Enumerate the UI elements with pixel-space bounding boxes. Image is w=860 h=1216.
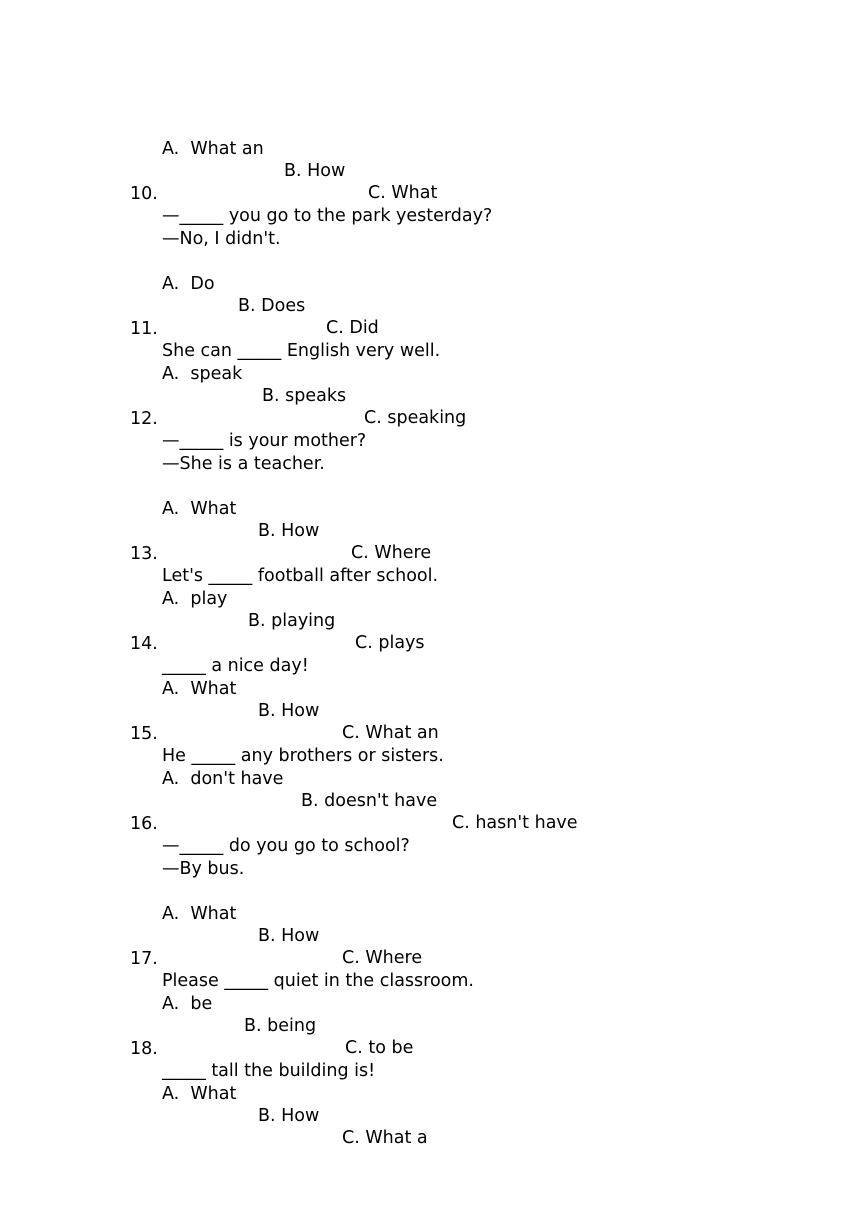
option-c: C. What an bbox=[342, 723, 439, 743]
question-number: 11. bbox=[130, 319, 158, 339]
question-text: —_____ is your mother? bbox=[162, 431, 367, 451]
option-a: A. What an bbox=[162, 139, 264, 159]
option-b: B. How bbox=[258, 701, 320, 721]
option-a: A. play bbox=[162, 589, 228, 609]
question-text: He _____ any brothers or sisters. bbox=[162, 746, 444, 766]
question-text: —_____ you go to the park yesterday? bbox=[162, 206, 493, 226]
option-b: B. How bbox=[258, 926, 320, 946]
option-a: A. What bbox=[162, 499, 237, 519]
option-a: A. What bbox=[162, 1084, 237, 1104]
option-b: B. How bbox=[258, 1106, 320, 1126]
option-a: A. be bbox=[162, 994, 213, 1014]
question-text: _____ a nice day! bbox=[162, 656, 309, 676]
option-c: C. Where bbox=[351, 543, 432, 563]
question-text: _____ tall the building is! bbox=[162, 1061, 376, 1081]
reply-text: —No, I didn't. bbox=[162, 229, 281, 249]
option-c: C. to be bbox=[345, 1038, 414, 1058]
reply-text: —She is a teacher. bbox=[162, 454, 325, 474]
question-number: 15. bbox=[130, 724, 158, 744]
question-number: 17. bbox=[130, 949, 158, 969]
option-b: B. Does bbox=[238, 296, 306, 316]
question-number: 18. bbox=[130, 1039, 158, 1059]
option-c: C. Did bbox=[326, 318, 379, 338]
option-b: B. doesn't have bbox=[301, 791, 438, 811]
question-text: She can _____ English very well. bbox=[162, 341, 441, 361]
option-b: B. being bbox=[244, 1016, 317, 1036]
option-c: C. speaking bbox=[364, 408, 467, 428]
option-c: C. plays bbox=[355, 633, 425, 653]
question-number: 10. bbox=[130, 184, 158, 204]
option-b: B. How bbox=[284, 161, 346, 181]
question-text: Let's _____ football after school. bbox=[162, 566, 439, 586]
option-c: C. Where bbox=[342, 948, 423, 968]
option-a: A. Do bbox=[162, 274, 215, 294]
option-a: A. speak bbox=[162, 364, 243, 384]
option-c: C. hasn't have bbox=[452, 813, 578, 833]
option-a: A. What bbox=[162, 904, 237, 924]
option-c: C. What bbox=[368, 183, 438, 203]
option-b: B. playing bbox=[248, 611, 336, 631]
question-number: 12. bbox=[130, 409, 158, 429]
option-b: B. How bbox=[258, 521, 320, 541]
question-number: 16. bbox=[130, 814, 158, 834]
option-c: C. What a bbox=[342, 1128, 428, 1148]
question-text: Please _____ quiet in the classroom. bbox=[162, 971, 474, 991]
question-number: 13. bbox=[130, 544, 158, 564]
option-a: A. don't have bbox=[162, 769, 284, 789]
option-b: B. speaks bbox=[262, 386, 347, 406]
option-a: A. What bbox=[162, 679, 237, 699]
reply-text: —By bus. bbox=[162, 859, 245, 879]
question-number: 14. bbox=[130, 634, 158, 654]
question-text: —_____ do you go to school? bbox=[162, 836, 410, 856]
